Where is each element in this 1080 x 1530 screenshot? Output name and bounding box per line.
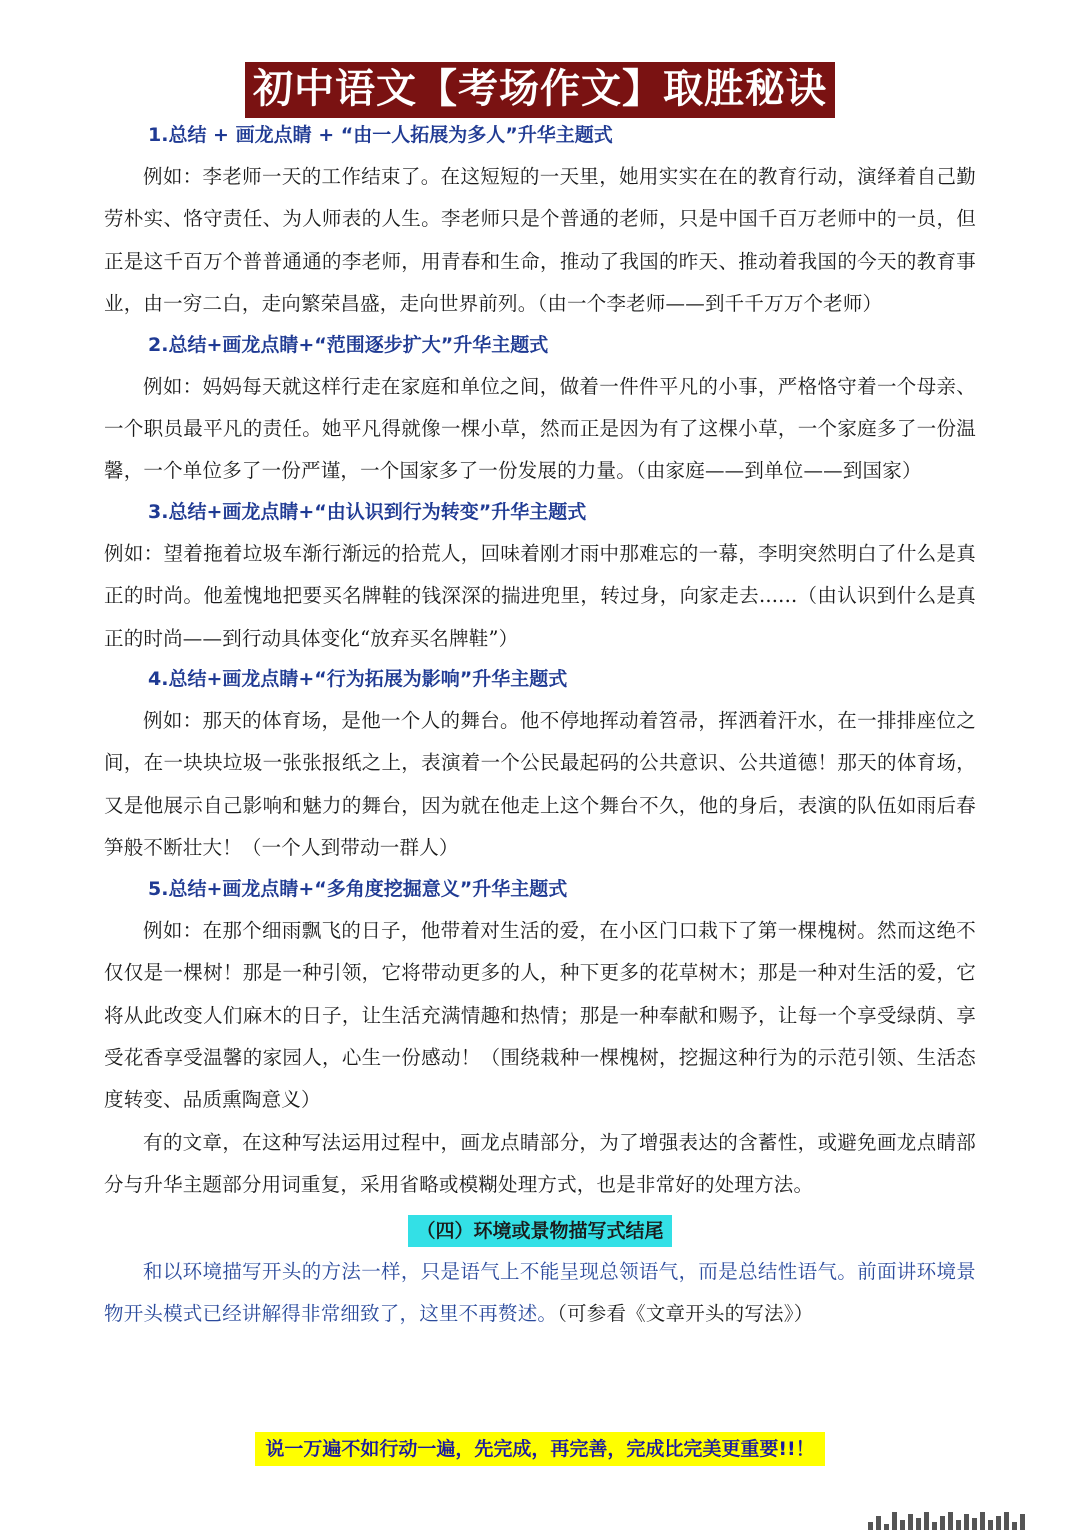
section-heading-5: 5.总结+画龙点睛+“多角度挖掘意义”升华主题式 xyxy=(148,877,568,900)
page-title: 初中语文【考场作文】取胜秘诀 xyxy=(245,62,835,118)
document-body xyxy=(104,116,976,1335)
closing-paragraph: 有的文章，在这种写法运用过程中，画龙点睛部分，为了增强表达的含蓄性，或避免画龙点睛部分与升华主题部分用词重复，采用省略或模糊处理方式，也是非常好的处理方法。 xyxy=(104,1130,976,1197)
section-paragraph-1: 例如：李老师一天的工作结束了。在这短短的一天里，她用实实在在的教育行动，演绎着自己勤劳朴实、恪守责任、为人师表的人生。李老师只是个普通的老师，只是中国千百万老师中的一员，但正是这千百万个普普通通的李老师，用青春和生命，推动了我国的昨天、推动着我国的今天的教育事业，由一穷二白，走向繁荣昌盛，走向世界前列。（由一个李老师——到千千万万个老师） xyxy=(104,165,976,316)
watermark-bars-icon xyxy=(868,1510,1025,1530)
section-heading-3: 3.总结+画龙点睛+“由认识到行为转变”升华主题式 xyxy=(148,500,587,523)
section-heading-1: 1.总结 + 画龙点睛 + “由一人拓展为多人”升华主题式 xyxy=(148,124,613,146)
section-paragraph-3: 例如：望着拖着垃圾车渐行渐远的拾荒人，回味着刚才雨中那难忘的一幕，李明突然明白了什么是真正的时尚。他羞愧地把要买名牌鞋的钱深深的揣进兜里，转过身，向家走去......（由认识到什么是真正的时尚——到行动具体变化“放弃买名牌鞋”） xyxy=(104,541,976,650)
section-paragraph-5: 例如：在那个细雨飘飞的日子，他带着对生活的爱，在小区门口栽下了第一棵槐树。然而这绝不仅仅是一棵树！那是一种引领，它将带动更多的人，种下更多的花草树木；那是一种对生活的爱，它将从此改变人们麻木的日子，让生活充满情趣和热情；那是一种奉献和赐予，让每一个享受绿荫、享受花香享受温馨的家园人，心生一份感动！（围绕栽种一棵槐树，挖掘这种行为的示范引领、生活态度转变、品质熏陶意义） xyxy=(104,918,976,1112)
section-four-text: 和以环境描写开头的方法一样，只是语气上不能呈现总领语气，而是总结性语气。前面讲环境景物开头模式已经讲解得非常细致了，这里不再赘述。 xyxy=(104,1259,976,1325)
section-heading-4: 4.总结+画龙点睛+“行为拓展为影响”升华主题式 xyxy=(148,668,568,691)
title-wrapper xyxy=(0,62,1080,118)
motto-wrapper xyxy=(0,1432,1080,1466)
section-paragraph-4: 例如：那天的体育场，是他一个人的舞台。他不停地挥动着笤帚，挥洒着汗水，在一排排座位之间，在一块块垃圾一张张报纸之上，表演着一个公民最起码的公共意识、公共道德！那天的体育场，又是他展示自己影响和魅力的舞台，因为就在他走上这个舞台不久，他的身后，表演的队伍如雨后春笋般不断壮大！（一个人到带动一群人） xyxy=(104,709,976,860)
section-heading-2: 2.总结+画龙点睛+“范围逐步扩大”升华主题式 xyxy=(148,333,549,356)
section-paragraph-2: 例如：妈妈每天就这样行走在家庭和单位之间，做着一件件平凡的小事，严格恪守着一个母亲、一个职员最平凡的责任。她平凡得就像一棵小草，然而正是因为有了这棵小草，一个家庭多了一份温馨，一个单位多了一份严谨，一个国家多了一份发展的力量。（由家庭——到单位——到国家） xyxy=(104,374,976,483)
section-four-reference: （可参看《文章开头的写法》） xyxy=(557,1301,814,1325)
section-four-title: （四）环境或景物描写式结尾 xyxy=(408,1215,671,1247)
section-four-paragraph xyxy=(104,1251,976,1336)
section-four-wrapper xyxy=(104,1215,976,1247)
motto-banner: 说一万遍不如行动一遍，先完成，再完善，完成比完美更重要!!！ xyxy=(255,1432,824,1466)
